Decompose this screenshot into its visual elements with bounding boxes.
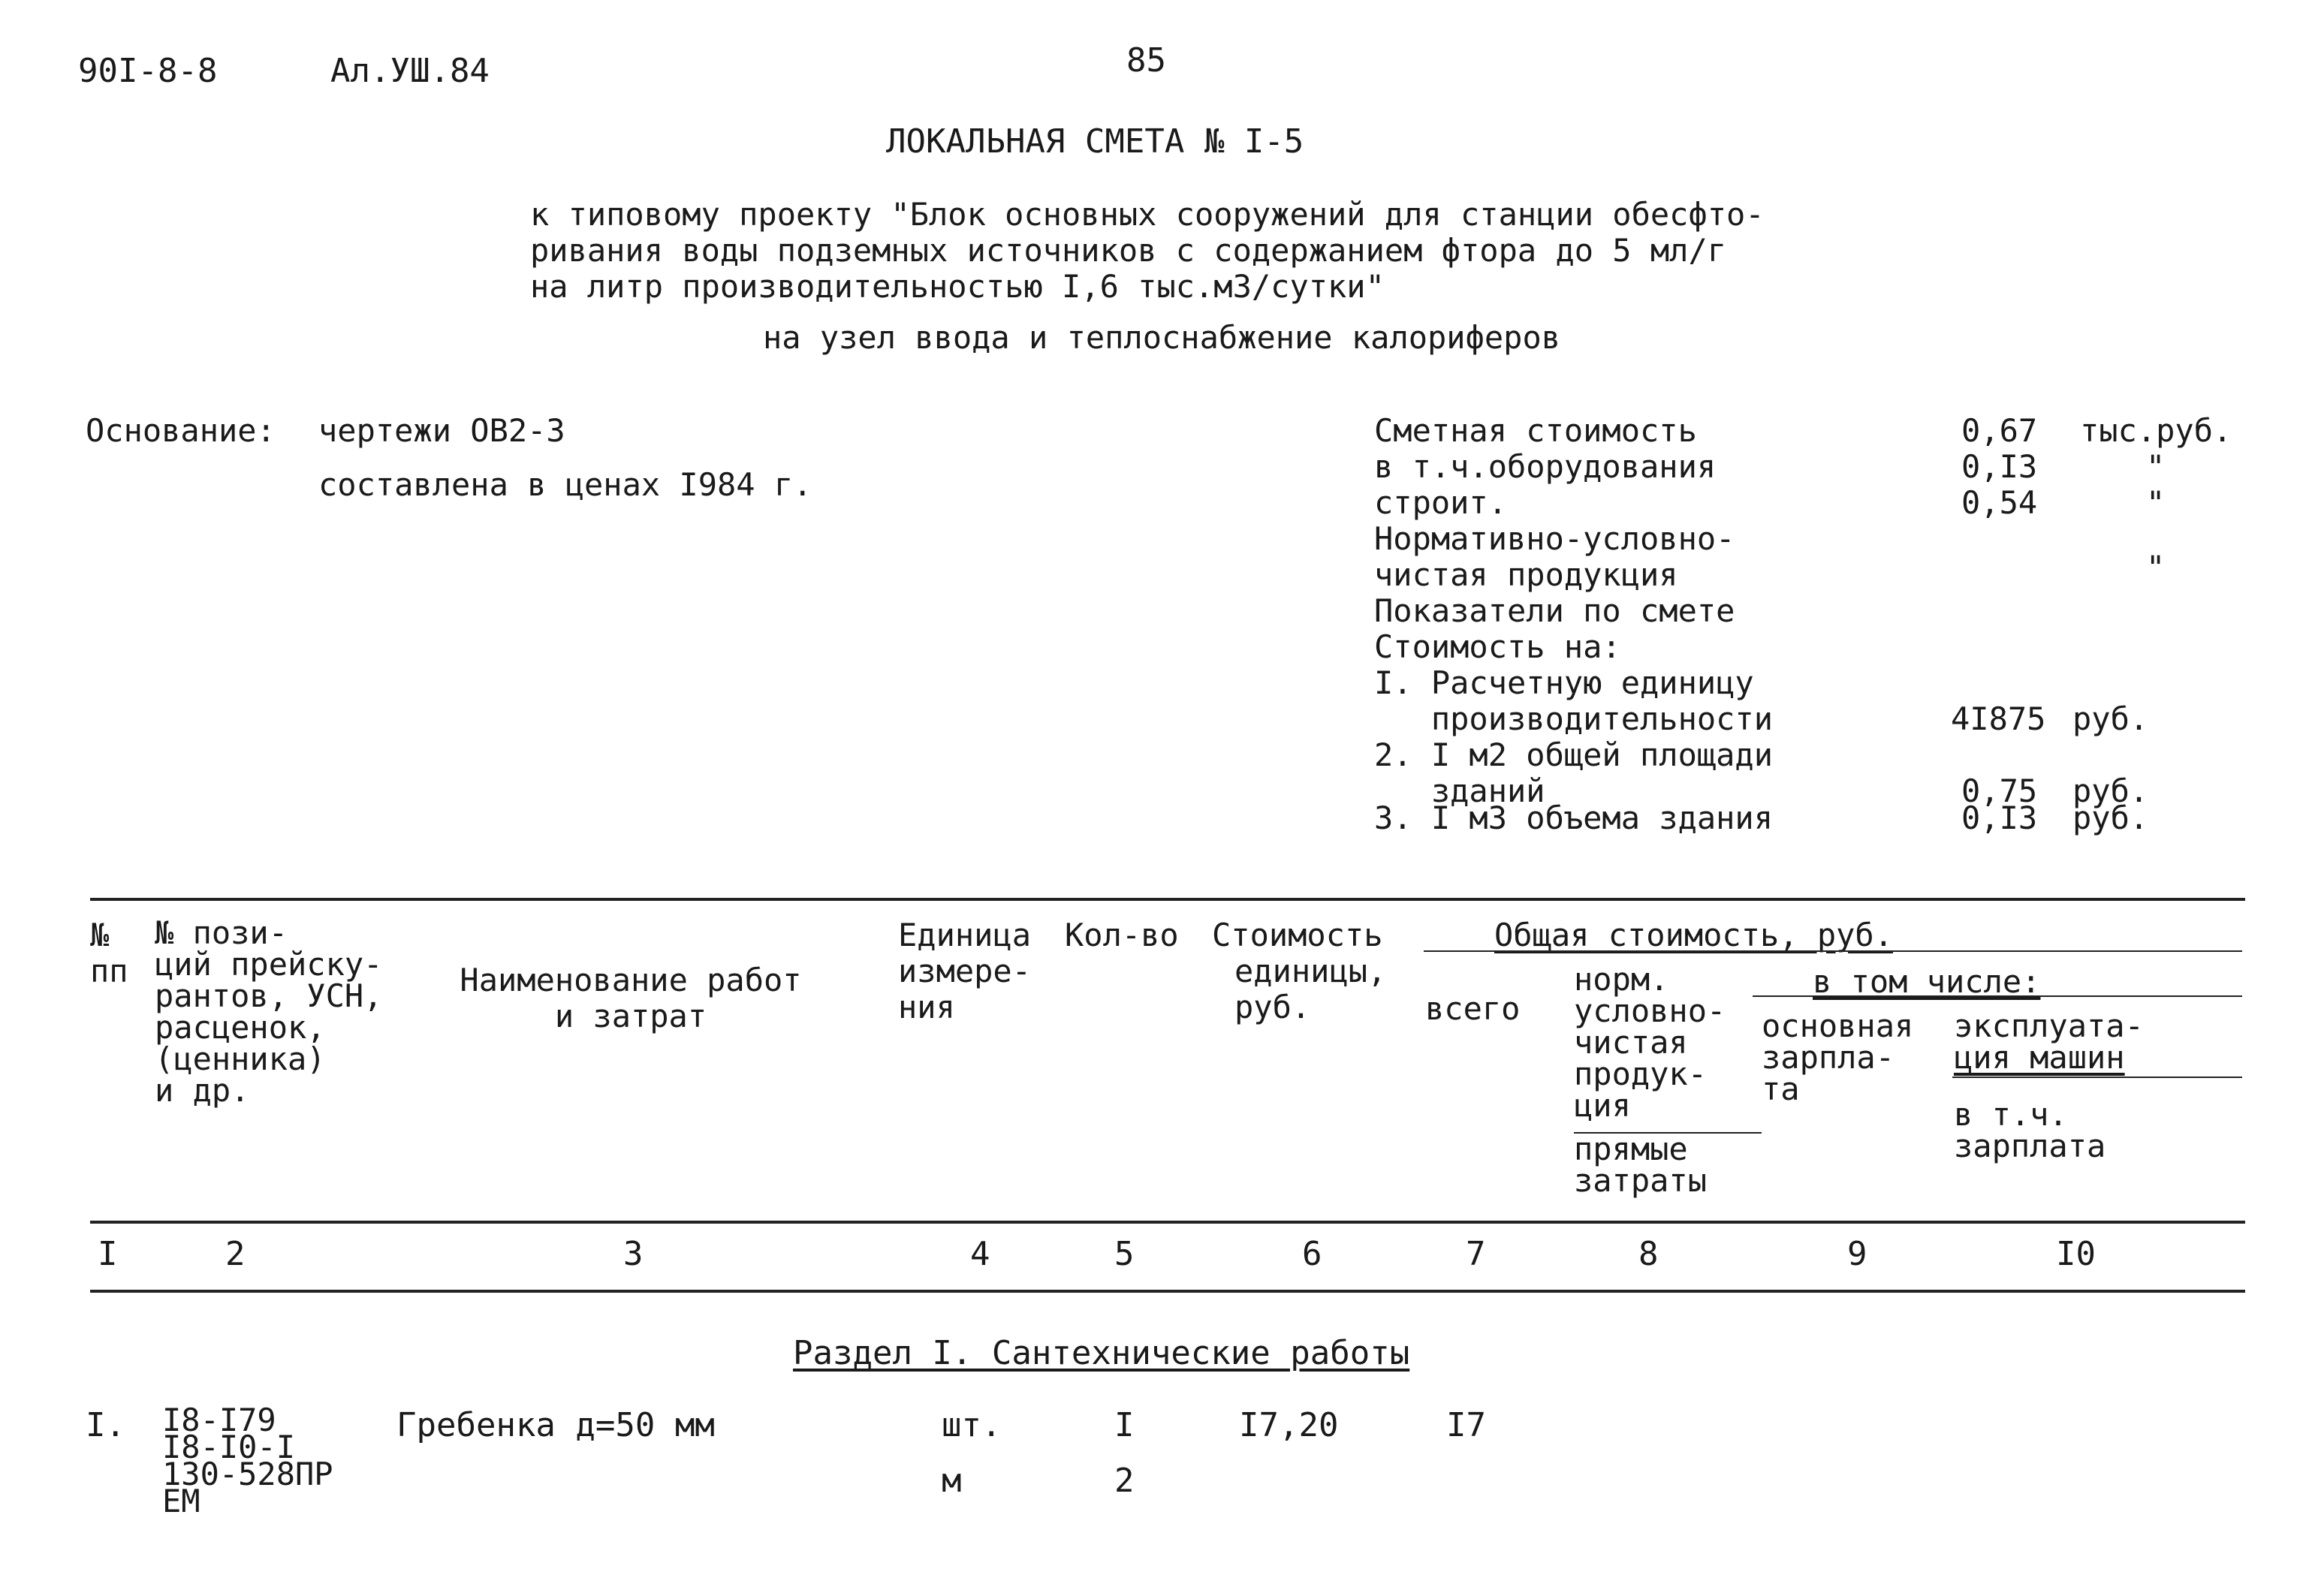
col-group-including: в том числе: <box>1813 963 2041 1000</box>
col-header-total: всего <box>1425 990 1521 1027</box>
page-number: 85 <box>1126 41 1166 80</box>
summary-label: в т.ч.оборудования <box>1374 448 1717 485</box>
summary-unit: руб. <box>2072 800 2149 836</box>
column-number: 2 <box>225 1235 246 1273</box>
col-group-total-cost: Общая стоимость, руб. <box>1494 917 1894 953</box>
header-bottom-rule <box>90 1221 2245 1224</box>
col-header-salary: основная зарпла- та <box>1762 1007 1914 1107</box>
row-unit: м <box>942 1462 962 1500</box>
summary-unit: руб. <box>2072 700 2149 737</box>
col-header-machine-operation: эксплуата- ция машин <box>1954 1007 2144 1076</box>
summary-label: Показатели по смете <box>1374 592 1735 629</box>
table-top-rule <box>90 898 2245 901</box>
estimate-title: ЛОКАЛЬНАЯ СМЕТА № I-5 <box>886 122 1304 161</box>
summary-unit: тыс.руб. <box>2080 412 2232 449</box>
summary-value: 0,54 <box>1961 484 2038 521</box>
col-header-machine-salary: в т.ч. зарплата <box>1954 1096 2106 1164</box>
row-qty: 2 <box>1114 1462 1135 1500</box>
col-header-num: № пп <box>90 917 128 989</box>
summary-label: чистая продукция <box>1374 556 1678 593</box>
row-qty: I <box>1114 1406 1135 1444</box>
summary-label: 3. I м3 объема здания <box>1374 800 1774 836</box>
summary-value: 4I875 <box>1951 700 2046 737</box>
subtitle-line: ривания воды подземных источников с содержанием фтора до 5 мл/г <box>530 232 1727 269</box>
column-number: 5 <box>1114 1235 1135 1273</box>
column-number: 8 <box>1638 1235 1659 1273</box>
subtitle-line: на литр производительностью I,6 тыс.м3/сутки" <box>530 268 1385 305</box>
column-number-rule <box>90 1290 2245 1293</box>
summary-value: 0,67 <box>1961 412 2038 449</box>
col-header-qty: Кол-во <box>1065 917 1179 953</box>
summary-value: 0,I3 <box>1961 448 2038 485</box>
column-number: 3 <box>623 1235 644 1273</box>
summary-unit: " <box>2146 448 2166 485</box>
summary-label: зданий <box>1374 772 1545 809</box>
summary-label: Стоимость на: <box>1374 628 1621 665</box>
basis-prices: составлена в ценах I984 г. <box>318 466 812 503</box>
summary-label: строит. <box>1374 484 1508 521</box>
group-rule <box>1424 950 2242 952</box>
col-header-net-production: норм. условно- чистая продук- ция <box>1574 961 1726 1124</box>
column-number: I0 <box>2056 1235 2096 1273</box>
summary-label: Сметная стоимость <box>1374 412 1697 449</box>
column-number: 4 <box>970 1235 990 1273</box>
document-code: 90I-8-8 <box>78 52 218 90</box>
col-header-name: Наименование работ и затрат <box>460 962 802 1034</box>
summary-label: Нормативно-условно- <box>1374 520 1735 557</box>
col-header-codes: № пози- ций прейску- рантов, УСН, расценок, (ценника) и др. <box>155 914 383 1109</box>
row-unit-cost: I7,20 <box>1239 1406 1339 1444</box>
row-number: I. <box>86 1406 125 1444</box>
estimate-object: на узел ввода и теплоснабжение калориферов <box>763 319 1561 356</box>
subtitle-line: к типовому проекту "Блок основных сооружений для станции обесфто- <box>530 196 1765 233</box>
row-codes: I8-I79 I8-I0-I 130-528ПР ЕМ <box>162 1402 333 1519</box>
summary-unit: руб. <box>2072 772 2149 809</box>
row-name: Гребенка д=50 мм <box>396 1406 715 1444</box>
album-number: Ал.УШ.84 <box>330 52 490 90</box>
summary-value: 0,I3 <box>1961 800 2038 836</box>
column-number: 6 <box>1302 1235 1322 1273</box>
basis-drawings: чертежи ОВ2-3 <box>318 412 565 449</box>
column-number: I <box>98 1235 118 1273</box>
col-header-unit-cost: Стоимость единицы, руб. <box>1212 917 1387 1025</box>
summary-unit: " <box>2146 484 2166 521</box>
col-header-direct-costs: прямые затраты <box>1574 1131 1708 1199</box>
col-header-unit: Единица измере- ния <box>898 917 1032 1025</box>
basis-label: Основание: <box>86 412 276 449</box>
summary-unit: " <box>2146 549 2166 586</box>
group-rule <box>1753 995 2242 997</box>
summary-label: 2. I м2 общей площади <box>1374 736 1774 773</box>
section-title: Раздел I. Сантехнические работы <box>793 1334 1410 1372</box>
row-unit: шт. <box>942 1406 1002 1444</box>
column-number: 9 <box>1847 1235 1867 1273</box>
column-number: 7 <box>1466 1235 1486 1273</box>
summary-label: I. Расчетную единицу <box>1374 664 1754 701</box>
summary-value: 0,75 <box>1961 772 2038 809</box>
row-total: I7 <box>1446 1406 1486 1444</box>
summary-label: производительности <box>1374 700 1774 737</box>
sub-rule <box>1952 1077 2242 1078</box>
